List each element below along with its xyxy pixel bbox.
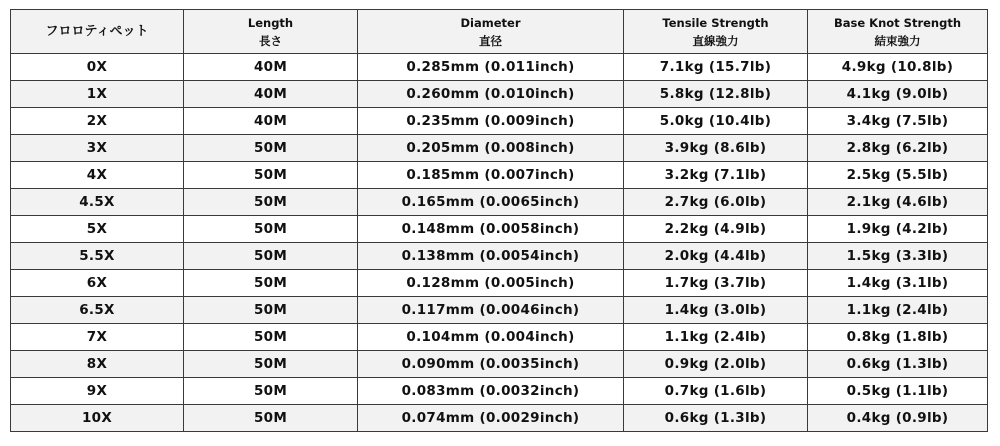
knot-strength-cell: 2.1kg (4.6lb) [808,189,988,216]
tensile-strength-cell: 0.6kg (1.3lb) [624,405,808,432]
table-row [11,351,988,378]
size-cell: 4.5X [11,189,184,216]
knot-strength-cell: 1.4kg (3.1lb) [808,270,988,297]
knot-strength-cell: 2.5kg (5.5lb) [808,162,988,189]
header-cell-knot-strength [808,10,988,54]
tensile-strength-cell: 1.4kg (3.0lb) [624,297,808,324]
knot-strength-cell: 0.6kg (1.3lb) [808,351,988,378]
tensile-strength-cell: 1.1kg (2.4lb) [624,324,808,351]
diameter-cell: 0.128mm (0.005inch) [358,270,624,297]
diameter-cell: 0.117mm (0.0046inch) [358,297,624,324]
diameter-cell: 0.285mm (0.011inch) [358,54,624,81]
header-diameter-ja: 直径 [479,33,502,48]
header-diameter-en: Diameter [460,15,521,30]
header-knot-en: Base Knot Strength [833,15,962,30]
diameter-cell: 0.235mm (0.009inch) [358,108,624,135]
table-row [11,108,988,135]
table-row [11,378,988,405]
knot-strength-cell: 4.1kg (9.0lb) [808,81,988,108]
table-row [11,324,988,351]
knot-strength-cell: 2.8kg (6.2lb) [808,135,988,162]
diameter-cell: 0.090mm (0.0035inch) [358,351,624,378]
diameter-cell: 0.205mm (0.008inch) [358,135,624,162]
size-cell: 0X [11,54,184,81]
knot-strength-cell: 0.5kg (1.1lb) [808,378,988,405]
header-cell-tensile-strength [624,10,808,54]
tensile-strength-cell: 2.7kg (6.0lb) [624,189,808,216]
size-cell: 5.5X [11,243,184,270]
tensile-strength-cell: 0.9kg (2.0lb) [624,351,808,378]
knot-strength-cell: 1.9kg (4.2lb) [808,216,988,243]
length-cell: 50M [184,270,358,297]
table-row [11,243,988,270]
table-row [11,135,988,162]
size-cell: 6X [11,270,184,297]
header-product-label: フロロティペット [45,23,149,39]
size-cell: 7X [11,324,184,351]
header-tensile-en: Tensile Strength [662,15,769,30]
table-row [11,162,988,189]
diameter-cell: 0.165mm (0.0065inch) [358,189,624,216]
size-cell: 1X [11,81,184,108]
diameter-cell: 0.185mm (0.007inch) [358,162,624,189]
diameter-cell: 0.148mm (0.0058inch) [358,216,624,243]
length-cell: 50M [184,378,358,405]
length-cell: 40M [184,81,358,108]
length-cell: 50M [184,189,358,216]
length-cell: 50M [184,243,358,270]
size-cell: 4X [11,162,184,189]
header-cell-product [11,10,184,54]
length-cell: 50M [184,351,358,378]
knot-strength-cell: 1.5kg (3.3lb) [808,243,988,270]
tensile-strength-cell: 5.8kg (12.8lb) [624,81,808,108]
table-row [11,216,988,243]
header-cell-diameter [358,10,624,54]
length-cell: 40M [184,108,358,135]
table-row [11,405,988,432]
length-cell: 50M [184,324,358,351]
tensile-strength-cell: 3.9kg (8.6lb) [624,135,808,162]
diameter-cell: 0.260mm (0.010inch) [358,81,624,108]
length-cell: 50M [184,162,358,189]
knot-strength-cell: 0.4kg (0.9lb) [808,405,988,432]
header-length-en: Length [247,15,294,30]
length-cell: 50M [184,405,358,432]
size-cell: 9X [11,378,184,405]
table-row [11,81,988,108]
tensile-strength-cell: 5.0kg (10.4lb) [624,108,808,135]
header-length-ja: 長さ [259,33,282,48]
tensile-strength-cell: 7.1kg (15.7lb) [624,54,808,81]
tensile-strength-cell: 2.0kg (4.4lb) [624,243,808,270]
table-row [11,189,988,216]
knot-strength-cell: 0.8kg (1.8lb) [808,324,988,351]
header-cell-length [184,10,358,54]
size-cell: 3X [11,135,184,162]
tensile-strength-cell: 2.2kg (4.9lb) [624,216,808,243]
knot-strength-cell: 1.1kg (2.4lb) [808,297,988,324]
header-knot-ja: 結束強力 [874,33,921,48]
diameter-cell: 0.074mm (0.0029inch) [358,405,624,432]
length-cell: 50M [184,135,358,162]
table-body [11,54,988,432]
tippet-spec-table [10,9,988,432]
size-cell: 2X [11,108,184,135]
tensile-strength-cell: 1.7kg (3.7lb) [624,270,808,297]
knot-strength-cell: 3.4kg (7.5lb) [808,108,988,135]
table-row [11,297,988,324]
knot-strength-cell: 4.9kg (10.8lb) [808,54,988,81]
diameter-cell: 0.138mm (0.0054inch) [358,243,624,270]
diameter-cell: 0.083mm (0.0032inch) [358,378,624,405]
header-row [11,10,988,54]
table-row [11,270,988,297]
tensile-strength-cell: 3.2kg (7.1lb) [624,162,808,189]
size-cell: 6.5X [11,297,184,324]
length-cell: 40M [184,54,358,81]
length-cell: 50M [184,297,358,324]
size-cell: 10X [11,405,184,432]
table-row [11,54,988,81]
size-cell: 8X [11,351,184,378]
length-cell: 50M [184,216,358,243]
header-tensile-ja: 直線強力 [692,33,739,48]
diameter-cell: 0.104mm (0.004inch) [358,324,624,351]
tensile-strength-cell: 0.7kg (1.6lb) [624,378,808,405]
table-header [11,10,988,54]
size-cell: 5X [11,216,184,243]
